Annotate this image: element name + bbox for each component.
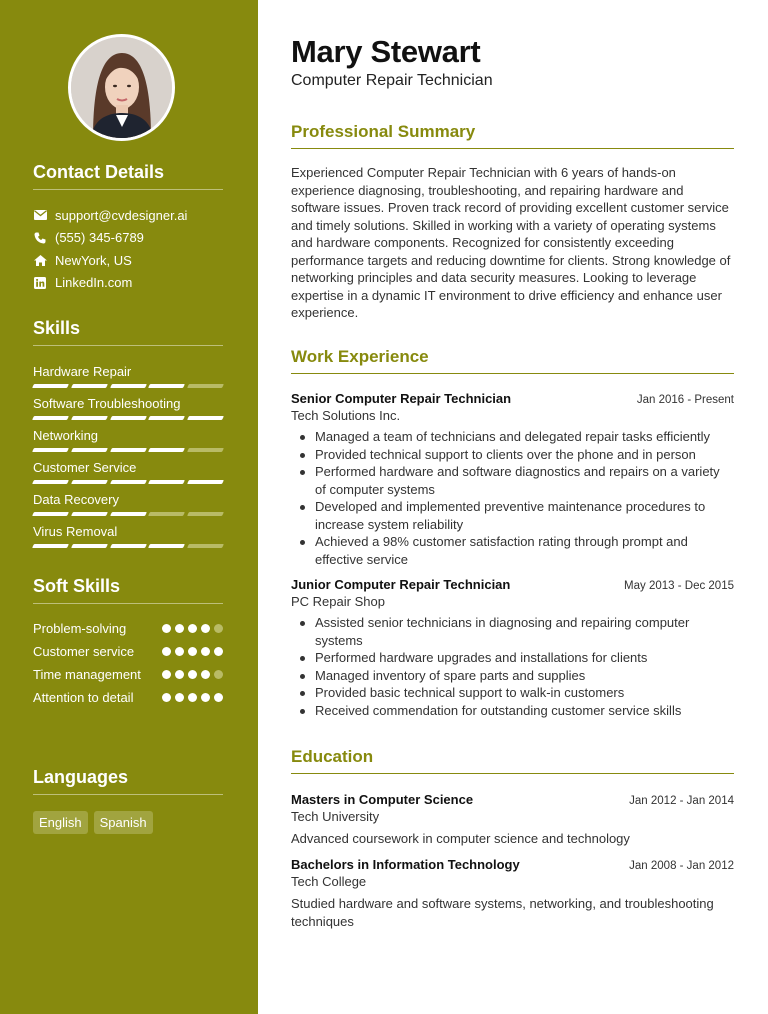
contact-list [33, 204, 223, 294]
sidebar [0, 0, 258, 1014]
rating-dot [214, 693, 223, 702]
skill-item [33, 524, 223, 556]
contact-location-text: NewYork, US [55, 252, 132, 268]
rating-dot [162, 693, 171, 702]
envelope-icon [33, 208, 47, 222]
contact-section [33, 162, 223, 294]
contact-phone[interactable] [33, 227, 223, 250]
skill-level-segment [71, 448, 108, 452]
education-header [291, 857, 734, 872]
skill-level-segment [71, 384, 108, 388]
job-dates: Jan 2016 - Present [636, 394, 734, 406]
skill-level-segment [32, 480, 69, 484]
languages-list [33, 811, 223, 834]
skill-level-segment [71, 480, 108, 484]
phone-icon [33, 231, 47, 245]
skill-level-segment [32, 544, 69, 548]
skill-level-segment [187, 480, 224, 484]
languages-section [33, 767, 223, 834]
degree-title: Bachelors in Information Technology [291, 857, 520, 872]
rating-dot [175, 670, 184, 679]
school-name: Tech College [291, 874, 367, 889]
soft-skill-rating [162, 670, 223, 679]
contact-heading: Contact Details [33, 162, 223, 190]
soft-skill-item [33, 666, 223, 684]
candidate-title: Computer Repair Technician [291, 72, 493, 89]
skill-level-segment [148, 416, 185, 420]
rating-dot [188, 647, 197, 656]
rating-dot [175, 647, 184, 656]
soft-skills-list [33, 620, 223, 707]
contact-email[interactable] [33, 204, 223, 227]
skill-level-bar [33, 480, 223, 484]
education-dates: Jan 2012 - Jan 2014 [629, 795, 734, 807]
experience-heading: Work Experience [291, 347, 734, 374]
home-icon [33, 253, 47, 267]
rating-dot [162, 647, 171, 656]
soft-skill-label: Problem-solving [33, 621, 127, 636]
job-header [291, 577, 734, 592]
job-entry [291, 577, 734, 719]
rating-dot [188, 670, 197, 679]
contact-phone-text: (555) 345-6789 [55, 230, 144, 246]
skills-heading: Skills [33, 318, 223, 346]
skill-level-segment [187, 384, 224, 388]
job-bullet: Assisted senior technicians in diagnosing and repairing computer systems [291, 614, 734, 649]
soft-skill-label: Customer service [33, 644, 135, 659]
rating-dot [162, 670, 171, 679]
skill-level-segment [110, 512, 147, 516]
rating-dot [201, 670, 210, 679]
skill-item [33, 396, 223, 428]
skill-label: Customer Service [33, 460, 137, 475]
skill-label: Networking [33, 428, 99, 443]
job-bullet: Performed hardware and software diagnostics and repairs on a variety of computer systems [291, 463, 734, 498]
skill-label: Data Recovery [33, 492, 119, 507]
soft-skill-rating [162, 624, 223, 633]
rating-dot [214, 670, 223, 679]
profile-photo [68, 34, 175, 141]
skill-level-segment [71, 512, 108, 516]
soft-skill-rating [162, 693, 223, 702]
soft-skill-rating [162, 647, 223, 656]
job-bullets [291, 614, 734, 719]
job-bullet: Provided technical support to clients over the phone and in person [291, 446, 734, 464]
school-name: Tech University [291, 809, 380, 824]
skill-level-segment [32, 416, 69, 420]
skill-level-segment [32, 384, 69, 388]
education-heading: Education [291, 747, 734, 774]
summary-text: Experienced Computer Repair Technician with 6 years of hands-on experience diagnosing, troubleshooting, and repairing hardware and software issues. Proven track record of providing excellent customer service and timely solutions. Skilled in working with a variety of operating systems and hardware components. Recognized for consistently exceeding performance targets and reducing downtime for clients. Strong knowledge of networking principles and data security measures. Looking to leverage expertise in a dynamic IT environment to drive efficiency and enhance user experience. [291, 165, 731, 320]
skill-level-bar [33, 544, 223, 548]
candidate-name: Mary Stewart [291, 34, 481, 69]
skill-level-segment [148, 384, 185, 388]
summary-section [291, 122, 734, 322]
skill-label: Virus Removal [33, 524, 118, 539]
soft-skills-section [33, 576, 223, 712]
contact-email-text: support@cvdesigner.ai [55, 207, 188, 223]
skills-list [33, 364, 223, 556]
skill-level-segment [187, 544, 224, 548]
job-bullet: Provided basic technical support to walk-in customers [291, 684, 734, 702]
education-description: Advanced coursework in computer science and technology [291, 831, 630, 846]
skill-level-segment [110, 384, 147, 388]
education-dates: Jan 2008 - Jan 2012 [629, 860, 734, 872]
languages-heading: Languages [33, 767, 223, 795]
job-bullet: Managed a team of technicians and delegated repair tasks efficiently [291, 428, 734, 446]
soft-skill-label: Attention to detail [33, 690, 134, 705]
skill-level-bar [33, 384, 223, 388]
skill-level-bar [33, 512, 223, 516]
skill-label: Hardware Repair [33, 364, 132, 379]
rating-dot [175, 693, 184, 702]
skill-item [33, 364, 223, 396]
soft-skill-item [33, 689, 223, 707]
contact-linkedin-text: LinkedIn.com [55, 275, 133, 291]
rating-dot [162, 624, 171, 633]
soft-skills-heading: Soft Skills [33, 576, 223, 604]
job-company: Tech Solutions Inc. [291, 408, 401, 423]
skill-item [33, 460, 223, 492]
skill-item [33, 428, 223, 460]
job-company: PC Repair Shop [291, 594, 385, 609]
job-title: Senior Computer Repair Technician [291, 391, 512, 406]
skill-level-segment [187, 512, 224, 516]
job-title: Junior Computer Repair Technician [291, 577, 511, 592]
skill-level-segment [187, 416, 224, 420]
skill-level-segment [148, 448, 185, 452]
job-bullet: Developed and implemented preventive maintenance procedures to increase system reliability [291, 498, 734, 533]
education-section [291, 747, 734, 931]
rating-dot [188, 693, 197, 702]
rating-dot [214, 624, 223, 633]
skill-level-segment [110, 416, 147, 420]
skills-section [33, 318, 223, 556]
degree-title: Masters in Computer Science [291, 792, 474, 807]
job-bullets [291, 428, 734, 568]
summary-heading: Professional Summary [291, 122, 734, 149]
language-chip: English [33, 811, 88, 834]
skill-level-segment [110, 448, 147, 452]
linkedin-icon [33, 276, 47, 290]
skill-label: Software Troubleshooting [33, 396, 181, 411]
education-header [291, 792, 734, 807]
education-entry [291, 857, 734, 931]
education-description: Studied hardware and software systems, networking, and troubleshooting techniques [291, 896, 714, 929]
job-entry [291, 391, 734, 568]
soft-skill-label: Time management [33, 667, 141, 682]
rating-dot [214, 647, 223, 656]
skill-level-segment [148, 480, 185, 484]
rating-dot [175, 624, 184, 633]
skill-level-segment [71, 544, 108, 548]
skill-level-segment [32, 448, 69, 452]
job-header [291, 391, 734, 406]
skill-level-segment [71, 416, 108, 420]
experience-section [291, 347, 734, 719]
contact-location [33, 249, 223, 272]
language-chip: Spanish [94, 811, 153, 834]
rating-dot [188, 624, 197, 633]
skill-level-segment [148, 512, 185, 516]
rating-dot [201, 624, 210, 633]
rating-dot [201, 647, 210, 656]
skill-level-bar [33, 448, 223, 452]
job-bullet: Performed hardware upgrades and installations for clients [291, 649, 734, 667]
skill-item [33, 492, 223, 524]
soft-skill-item [33, 620, 223, 638]
avatar [71, 37, 172, 138]
job-dates: May 2013 - Dec 2015 [624, 580, 734, 592]
job-bullet: Managed inventory of spare parts and supplies [291, 667, 734, 685]
education-entry [291, 792, 734, 848]
rating-dot [201, 693, 210, 702]
skill-level-segment [148, 544, 185, 548]
skill-level-segment [187, 448, 224, 452]
job-bullet: Received commendation for outstanding customer service skills [291, 702, 734, 720]
job-bullet: Achieved a 98% customer satisfaction rating through prompt and effective service [291, 533, 734, 568]
skill-level-bar [33, 416, 223, 420]
contact-linkedin[interactable] [33, 272, 223, 295]
skill-level-segment [110, 480, 147, 484]
skill-level-segment [110, 544, 147, 548]
skill-level-segment [32, 512, 69, 516]
soft-skill-item [33, 643, 223, 661]
